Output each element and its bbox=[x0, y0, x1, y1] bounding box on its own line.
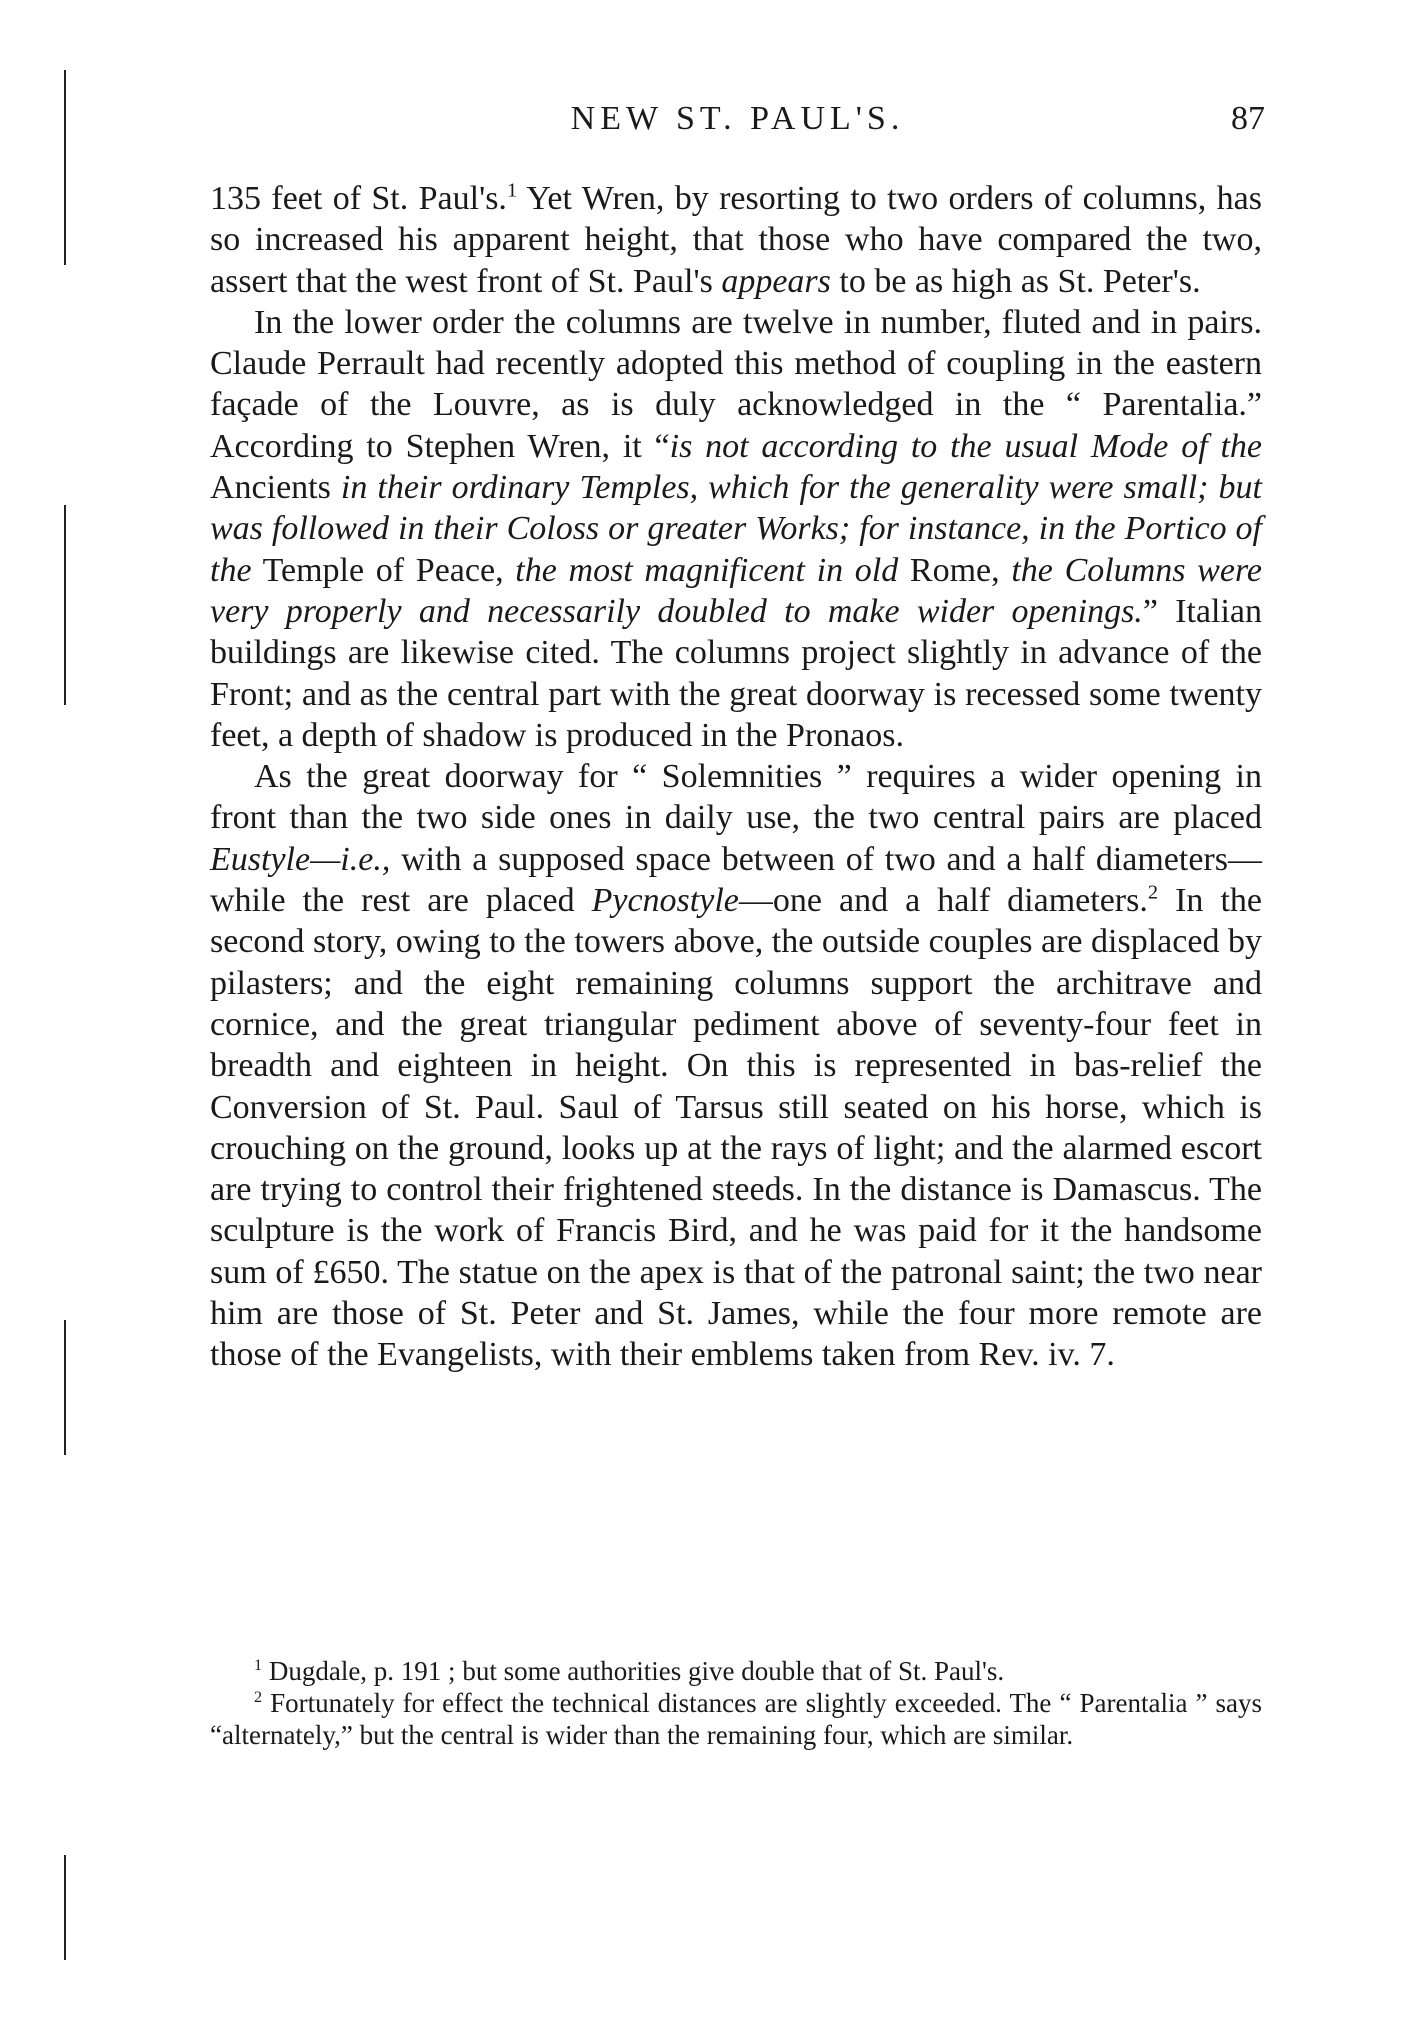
footnote bbox=[210, 1655, 1262, 1687]
margin-rule bbox=[64, 1320, 66, 1455]
paragraph bbox=[210, 302, 1262, 756]
paragraph bbox=[210, 756, 1262, 1375]
running-title: NEW ST. PAUL'S. bbox=[570, 100, 905, 137]
text-run: —one and a half diameters. bbox=[738, 882, 1148, 920]
italic-text: Eustyle—i.e., bbox=[210, 840, 391, 878]
paragraph bbox=[210, 178, 1262, 302]
text-run: Rome, bbox=[898, 551, 1012, 589]
text-run: ” Italian buildings are likewise cited. The columns project slightly in advance of the Front; and as the central part with the great doorway is recessed some twenty feet, a depth of shadow is produced in the Pronaos. bbox=[210, 592, 1263, 754]
text-run: In the lower order the columns are twelve in number, fluted and in pairs. Claude Perrault had recently adopted this method of coupling in the eastern façade of the Louvre, as is duly acknowledged in the “ Parentalia.” According to Stephen Wren, it “ bbox=[210, 303, 1262, 465]
margin-rule bbox=[64, 505, 66, 705]
footnotes bbox=[210, 1655, 1262, 1751]
text-run: Ancients bbox=[210, 469, 341, 507]
margin-rule bbox=[64, 1855, 66, 1960]
running-head bbox=[210, 100, 1265, 150]
text-run: As the great doorway for “ Solemnities ” requires a wider opening in front than the two side ones in daily use, the two central pairs are placed bbox=[210, 758, 1262, 837]
footnote bbox=[210, 1687, 1262, 1751]
footnote-ref: 1 bbox=[506, 179, 518, 202]
italic-text: in their ordinary Temples, which for the generality were small; but was followed in their Coloss or greater Works; for instance, in the Portico of the bbox=[210, 469, 1262, 589]
italic-text: the Columns were very properly and necessarily doubled to make wider openings. bbox=[210, 551, 1263, 630]
margin-rule bbox=[64, 70, 66, 265]
italic-text: the most magnificent in old bbox=[515, 551, 899, 589]
footnote-ref: 2 bbox=[254, 1688, 263, 1706]
italic-text: is not according to the usual Mode of the bbox=[669, 427, 1263, 465]
text-run: Temple of Peace, bbox=[251, 551, 516, 589]
footnote-ref: 2 bbox=[1147, 881, 1159, 904]
text-run: to be as high as St. Peter's. bbox=[830, 262, 1201, 300]
text-run: 135 feet of St. Paul's. bbox=[210, 180, 507, 217]
text-run: Fortunately for effect the technical distances are slightly exceeded. The “ Parentalia ” says “alternately,” but the central is wider than the remaining four, which are similar. bbox=[210, 1688, 1262, 1750]
footnote-ref: 1 bbox=[254, 1656, 263, 1674]
page-number: 87 bbox=[1231, 100, 1265, 137]
text-run: Yet Wren, by resorting to two orders of columns, has so increased his apparent height, that those who have compared the two, assert that the west front of St. Paul's bbox=[210, 180, 1262, 300]
text-run: Dugdale, p. 191 ; but some authorities give double that of St. Paul's. bbox=[262, 1656, 1005, 1686]
body-text bbox=[210, 178, 1262, 1376]
text-run: In the second story, owing to the towers above, the outside couples are displaced by pilasters; and the eight remaining columns support the architrave and cornice, and the great triangular pediment above of seventy-four feet in breadth and eighteen in height. On this is represented in bas-relief the Conversion of St. Paul. Saul of Tarsus still seated on his horse, which is crouching on the ground, looks up at the rays of light; and the alarmed escort are trying to control their frightened steeds. In the distance is Damascus. The sculpture is the work of Francis Bird, and he was paid for it the handsome sum of £650. The statue on the apex is that of the patronal saint; the two near him are those of St. Peter and St. James, while the four more remote are those of the Evangelists, with their emblems taken from Rev. iv. 7. bbox=[210, 882, 1263, 1374]
italic-text: Pycnostyle bbox=[591, 882, 739, 920]
italic-text: appears bbox=[721, 262, 831, 300]
text-run: with a supposed space between of two and a half diameters—while the rest are placed bbox=[210, 840, 1262, 920]
